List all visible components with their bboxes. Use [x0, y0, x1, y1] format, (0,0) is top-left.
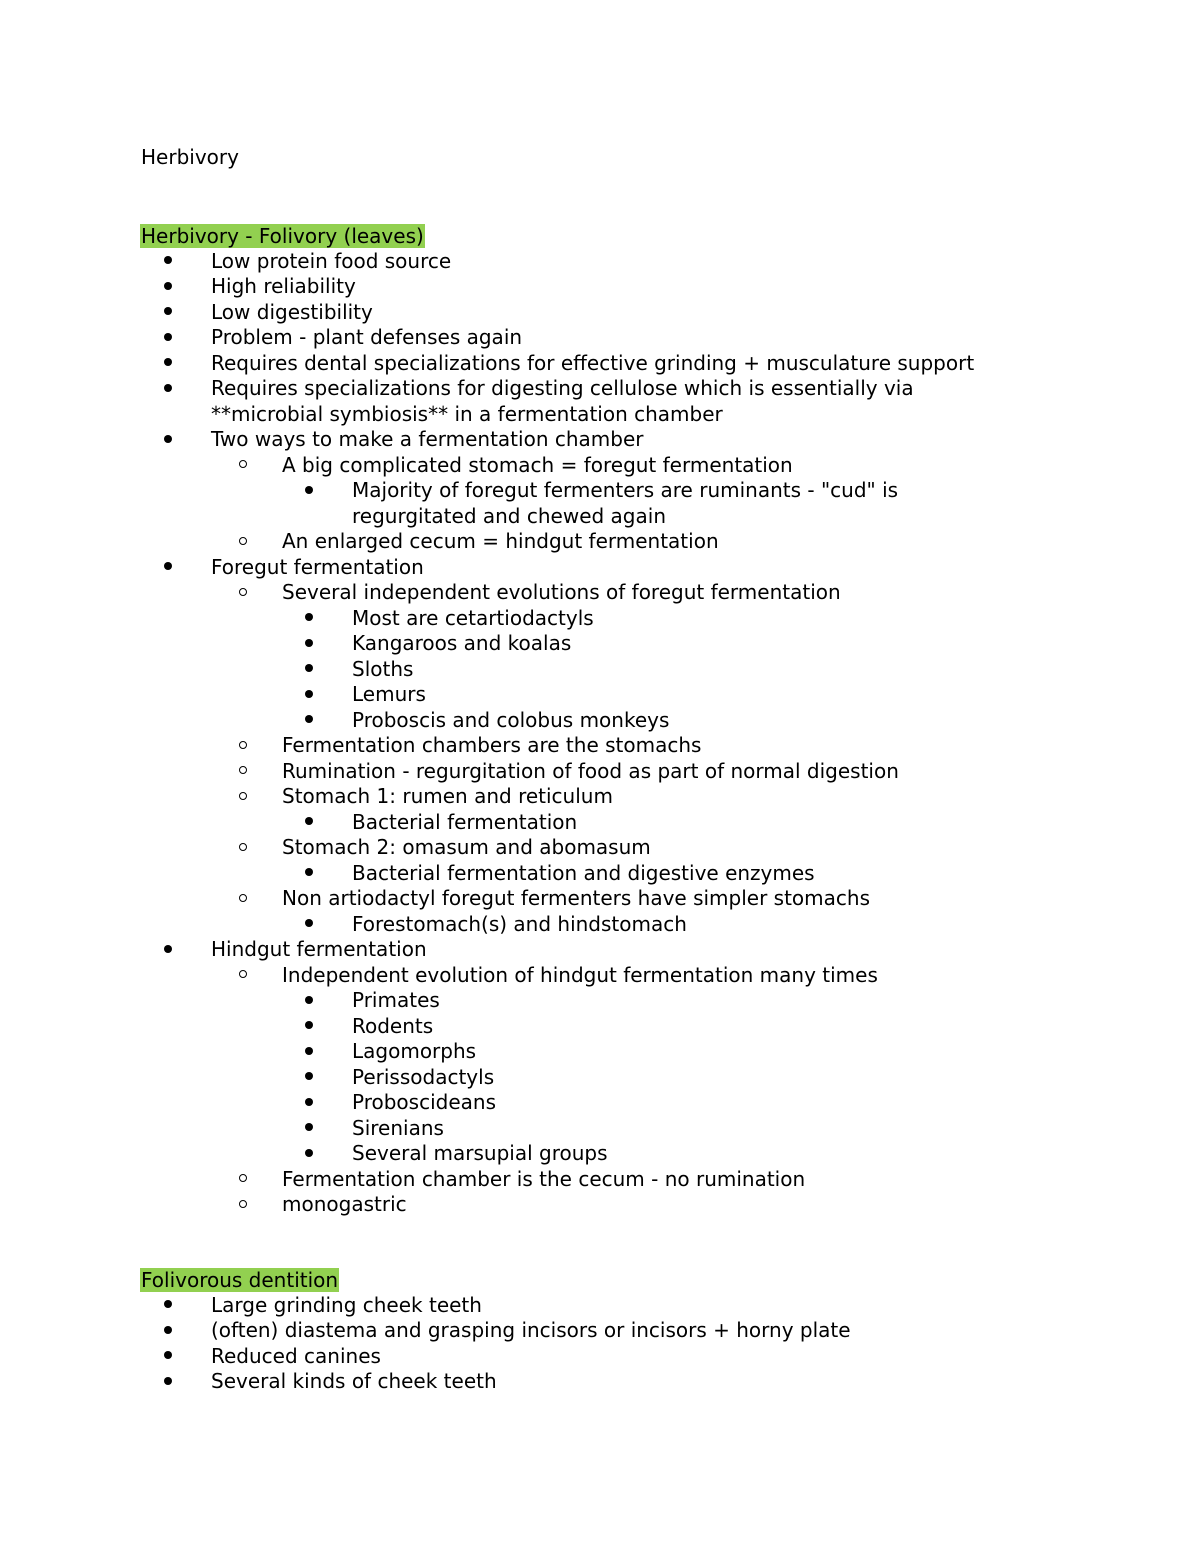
list-item-level-2: Several independent evolutions of foregut fermentation [282, 580, 841, 604]
hollow-bullet-icon [231, 759, 255, 783]
list-item-level-1: (often) diastema and grasping incisors or incisors + horny plate [211, 1318, 851, 1342]
list-item-level-1: Foregut fermentation [211, 554, 424, 579]
list-item-level-2: Fermentation chamber is the cecum - no rumination [282, 1166, 806, 1191]
list-item-level-3: Primates [352, 988, 440, 1012]
list-item-level-1: High reliability [211, 274, 356, 298]
hollow-bullet-icon [231, 963, 255, 987]
bullet-icon [297, 1014, 321, 1038]
bullet-icon [297, 1039, 321, 1063]
bullet-icon [156, 376, 180, 400]
list-item-level-3: Kangaroos and koalas [352, 631, 572, 655]
list-item-level-2: monogastric [282, 1192, 407, 1216]
bullet-icon [156, 274, 180, 298]
list-item-level-2: Non artiodactyl foregut fermenters have simpler stomachs [282, 886, 870, 910]
bullet-icon [297, 810, 321, 834]
list-item-level-1: Reduced canines [211, 1343, 381, 1368]
section-heading-text: Herbivory - Folivory (leaves) [141, 224, 424, 248]
list-item-level-2: A big complicated stomach = foregut fermentation [282, 452, 793, 477]
bullet-icon [156, 427, 180, 451]
bullet-icon [297, 1090, 321, 1114]
section-heading [141, 224, 425, 248]
list-item-level-1: Requires dental specializations for effective grinding + musculature support [211, 350, 975, 375]
document-title: Herbivory [141, 145, 239, 169]
list-item-level-3: Rodents [352, 1013, 434, 1038]
list-item-level-1: Two ways to make a fermentation chamber [211, 427, 644, 451]
bullet-icon [297, 606, 321, 630]
hollow-bullet-icon [231, 580, 255, 604]
list-item-level-3: Perissodactyls [352, 1064, 495, 1089]
list-item-level-3: Forestomach(s) and hindstomach [352, 911, 687, 936]
list-item-level-1: Large grinding cheek teeth [211, 1292, 482, 1317]
list-item-level-3: Lagomorphs [352, 1039, 477, 1063]
bullet-icon [156, 300, 180, 324]
hollow-bullet-icon [231, 453, 255, 477]
bullet-icon [156, 249, 180, 273]
list-item-level-3: Sirenians [352, 1115, 444, 1140]
list-item-level-3: Most are cetartiodactyls [352, 605, 594, 630]
list-item-level-3: Lemurs [352, 682, 426, 706]
bullet-icon [297, 861, 321, 885]
list-item-level-1: Low digestibility [211, 299, 373, 324]
bullet-icon [156, 1318, 180, 1342]
list-item-level-2: Stomach 1: rumen and reticulum [282, 784, 613, 808]
list-item-continuation: **microbial symbiosis** in a fermentation chamber [211, 401, 723, 426]
list-item-level-1: Low protein food source [211, 248, 452, 273]
bullet-icon [156, 351, 180, 375]
bullet-icon [156, 1344, 180, 1368]
bullet-icon [297, 682, 321, 706]
hollow-bullet-icon [231, 529, 255, 553]
hollow-bullet-icon [231, 1192, 255, 1216]
list-item-level-2: Fermentation chambers are the stomachs [282, 733, 702, 757]
bullet-icon [297, 1116, 321, 1140]
hollow-bullet-icon [231, 835, 255, 859]
bullet-icon [297, 912, 321, 936]
list-item-continuation: regurgitated and chewed again [352, 503, 666, 528]
list-item-level-2: An enlarged cecum = hindgut fermentation [282, 529, 719, 553]
list-item-level-3: Bacterial fermentation and digestive enzymes [352, 860, 815, 885]
bullet-icon [156, 1369, 180, 1393]
list-item-level-2: Independent evolution of hindgut fermentation many times [282, 962, 878, 987]
list-item-level-1: Hindgut fermentation [211, 937, 427, 961]
list-item-level-2: Rumination - regurgitation of food as part of normal digestion [282, 758, 899, 783]
bullet-icon [297, 708, 321, 732]
list-item-level-3: Proboscideans [352, 1090, 496, 1114]
bullet-icon [297, 1141, 321, 1165]
bullet-icon [297, 657, 321, 681]
bullet-icon [156, 937, 180, 961]
hollow-bullet-icon [231, 886, 255, 910]
bullet-icon [156, 1293, 180, 1317]
bullet-icon [297, 478, 321, 502]
section-heading [141, 1268, 339, 1292]
list-item-level-3: Majority of foregut fermenters are ruminants - "cud" is [352, 478, 899, 502]
bullet-icon [156, 325, 180, 349]
list-item-level-3: Several marsupial groups [352, 1141, 608, 1165]
hollow-bullet-icon [231, 733, 255, 757]
bullet-icon [297, 1065, 321, 1089]
bullet-icon [297, 988, 321, 1012]
bullet-icon [297, 631, 321, 655]
section-heading-text: Folivorous dentition [141, 1268, 339, 1292]
hollow-bullet-icon [231, 784, 255, 808]
list-item-level-3: Proboscis and colobus monkeys [352, 707, 670, 732]
list-item-level-1: Requires specializations for digesting cellulose which is essentially via [211, 376, 914, 400]
hollow-bullet-icon [231, 1167, 255, 1191]
bullet-icon [156, 555, 180, 579]
list-item-level-1: Problem - plant defenses again [211, 325, 523, 349]
list-item-level-3: Bacterial fermentation [352, 809, 578, 834]
list-item-level-2: Stomach 2: omasum and abomasum [282, 835, 651, 859]
list-item-level-1: Several kinds of cheek teeth [211, 1369, 497, 1393]
list-item-level-3: Sloths [352, 656, 414, 681]
